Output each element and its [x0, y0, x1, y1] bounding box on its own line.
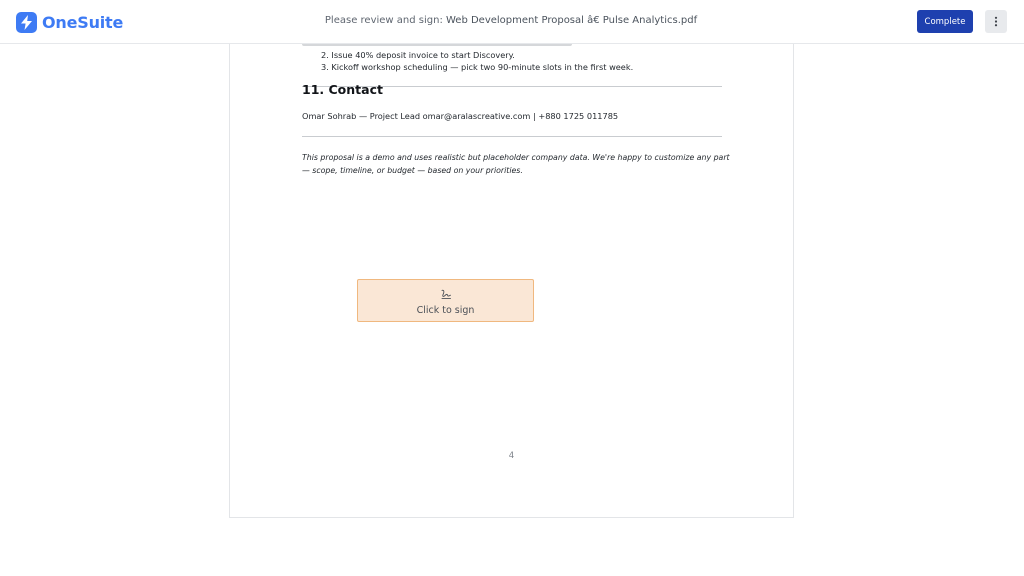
- document-title: [256, 15, 766, 26]
- next-steps-list: [302, 44, 722, 85]
- signature-field[interactable]: [357, 279, 534, 322]
- page-number: 4: [508, 451, 515, 461]
- complete-button[interactable]: Complete: [917, 10, 973, 33]
- brand-logo[interactable]: [16, 11, 123, 33]
- list-item: 2. Issue 40% deposit invoice to start Discovery.: [321, 50, 515, 60]
- signature-field-label: Click to sign: [416, 305, 475, 316]
- document-viewer[interactable]: [0, 44, 1024, 576]
- document-name: Web Development Proposal â€ Pulse Analytics.pdf: [446, 15, 698, 26]
- lightning-icon: [16, 12, 37, 33]
- section-divider: [302, 136, 722, 137]
- contact-line: Omar Sohrab — Project Lead omar@aralascreative.com | +880 1725 011785: [302, 111, 619, 121]
- vertical-dots-icon: [994, 12, 998, 31]
- title-prefix: Please review and sign:: [324, 15, 446, 26]
- brand-name: OneSuite: [42, 12, 124, 32]
- disclaimer-text: This proposal is a demo and uses realistic but placeholder company data. We're happy to customize any part — scope, timeline, or budget — based on your priorities.: [302, 153, 730, 175]
- list-item: 3. Kickoff workshop scheduling — pick two 90-minute slots in the first week.: [321, 62, 634, 72]
- more-options-button[interactable]: [985, 10, 1007, 33]
- document-page: [229, 44, 794, 518]
- top-bar: [0, 0, 1024, 44]
- section-heading: 11. Contact: [302, 82, 383, 97]
- signature-icon: [440, 285, 452, 304]
